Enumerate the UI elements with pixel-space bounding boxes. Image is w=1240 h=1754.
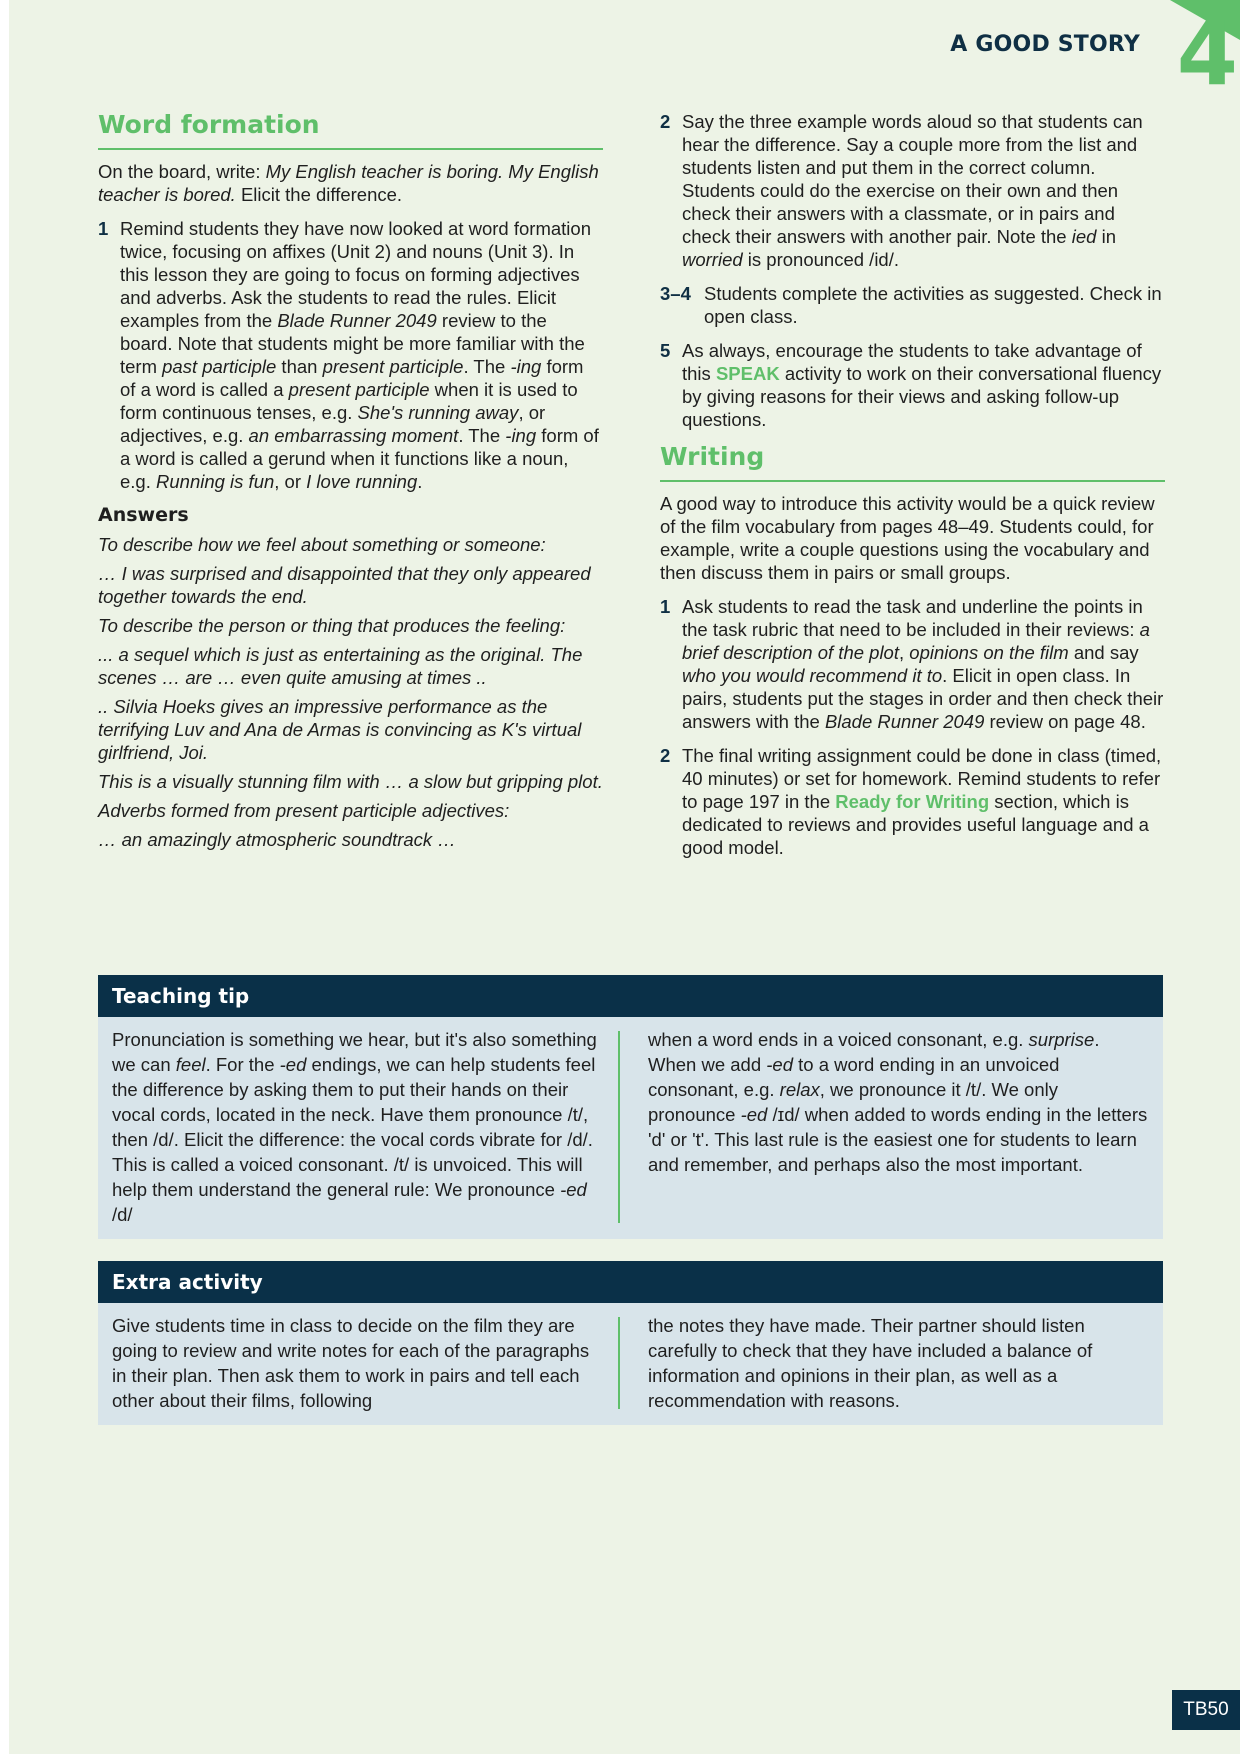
item-text: Say the three example words aloud so that students can hear the difference. Say a couple more from the list and students listen and put them in the correct column. Students could do the exercise on their own and then check their answers with a classmate, or in pairs and check their answers with another pair. Note the ied in worried is pronounced /id/. xyxy=(682,111,1143,270)
item-text: The final writing assignment could be done in class (timed, 40 minutes) or set for homework. Remind students to refer to page 197 in the Ready for Writing section, which is dedicated to reviews and provides useful language and a good model. xyxy=(682,745,1162,858)
item-number: 1 xyxy=(98,218,109,239)
answers-heading: Answers xyxy=(98,504,189,526)
item-number: 3–4 xyxy=(660,283,691,304)
ready-for-writing-label: Ready for Writing xyxy=(835,791,990,812)
right-column xyxy=(660,110,1165,870)
page-edge xyxy=(0,0,9,1754)
teaching-tip-title: Teaching tip xyxy=(98,975,1163,1017)
writing-heading: Writing xyxy=(660,442,1165,482)
page-title: A GOOD STORY xyxy=(950,32,1140,57)
item-text: Ask students to read the task and underline the points in the task rubric that need to be included in their reviews: a brief description of the plot, opinions on the film and say who you would recommend it to. Elicit in open class. In pairs, students put the stages in order and then check their answers with the Blade Runner 2049 review on page 48. xyxy=(682,596,1164,732)
item-text: As always, encourage the students to take advantage of this SPEAK activity to work on their conversational fluency by giving reasons for their views and asking follow-up questions. xyxy=(682,340,1162,430)
item-number: 2 xyxy=(660,111,671,132)
page-number: TB50 xyxy=(1172,1690,1240,1730)
extra-activity-col-2: the notes they have made. Their partner should listen carefully to check that they have included a balance of information and opinions in their plan, as well as a recommendation with reasons. xyxy=(648,1315,1093,1411)
answer-line: To describe how we feel about something or someone: xyxy=(98,534,546,555)
word-formation-heading: Word formation xyxy=(98,110,603,150)
answer-line: ... a sequel which is just as entertaining as the original. The scenes … are … even quite amusing at times .. xyxy=(98,644,583,688)
word-formation-item-2 xyxy=(660,110,1165,271)
teaching-tip-body xyxy=(98,1017,1163,1239)
writing-item-1 xyxy=(660,595,1165,733)
word-formation-item-3-4 xyxy=(660,282,1165,328)
teaching-tip-col-1: Pronunciation is something we hear, but it's also something we can feel. For the -ed endings, we can help students feel the difference by asking them to put their hands on their vocal cords, located in the neck. Have them pronounce /t/, then /d/. Elicit the difference: the vocal cords vibrate for /d/. This is called a voiced consonant. /t/ is unvoiced. This will help them understand the general rule: We pronounce -ed /d/ xyxy=(112,1029,597,1225)
extra-activity-body xyxy=(98,1303,1163,1425)
item-text: Remind students they have now looked at word formation twice, focusing on affixes (Unit 2) and nouns (Unit 3). In this lesson they are going to focus on forming adjectives and adverbs. Ask the students to read the rules. Elicit examples from the Blade Runner 2049 review to the board. Note that students might be more familiar with the term past participle than present participle. The -ing form of a word is called a present participle when it is used to form continuous tenses, e.g. She's running away, or adjectives, e.g. an embarrassing moment. The -ing form of a word is called a gerund when it functions like a noun, e.g. Running is fun, or I love running. xyxy=(120,218,599,492)
extra-activity-box xyxy=(98,1261,1163,1425)
teaching-tip-box xyxy=(98,975,1163,1239)
answer-line: Adverbs formed from present participle adjectives: xyxy=(98,800,510,821)
item-number: 5 xyxy=(660,340,671,361)
writing-item-2 xyxy=(660,744,1165,859)
extra-activity-col-1: Give students time in class to decide on the film they are going to review and write notes for each of the paragraphs in their plan. Then ask them to work in pairs and tell each other about their films, following xyxy=(112,1315,590,1411)
unit-number: 4 xyxy=(1176,2,1238,100)
word-formation-item-1 xyxy=(98,217,603,493)
item-number: 1 xyxy=(660,596,671,617)
writing-intro: A good way to introduce this activity would be a quick review of the film vocabulary from pages 48–49. Students could, for example, write a couple questions using the vocabulary and then discuss them in pairs or small groups. xyxy=(660,493,1155,583)
answer-line: To describe the person or thing that produces the feeling: xyxy=(98,615,566,636)
answer-line: This is a visually stunning film with … a slow but gripping plot. xyxy=(98,771,603,792)
answer-line: … an amazingly atmospheric soundtrack … xyxy=(98,829,456,850)
left-column xyxy=(98,110,603,857)
item-number: 2 xyxy=(660,745,671,766)
speak-label: SPEAK xyxy=(715,363,780,384)
word-formation-item-5 xyxy=(660,339,1165,431)
answer-line: … I was surprised and disappointed that they only appeared together towards the end. xyxy=(98,563,591,607)
unit-tab xyxy=(1170,0,1240,100)
extra-activity-title: Extra activity xyxy=(98,1261,1163,1303)
teaching-tip-col-2: when a word ends in a voiced consonant, e.g. surprise. When we add -ed to a word ending in an unvoiced consonant, e.g. relax, we pronounce it /t/. We only pronounce -ed /ɪd/ when added to words ending in the letters 'd' or 't'. This last rule is the easiest one for students to learn and remember, and perhaps also the most important. xyxy=(648,1029,1148,1175)
word-formation-intro: On the board, write: My English teacher is boring. My English teacher is bored. Elicit the difference. xyxy=(98,161,599,205)
item-text: Students complete the activities as suggested. Check in open class. xyxy=(704,283,1162,327)
answer-line: .. Silvia Hoeks gives an impressive performance as the terrifying Luv and Ana de Armas is convincing as K's virtual girlfriend, Joi. xyxy=(98,696,582,763)
